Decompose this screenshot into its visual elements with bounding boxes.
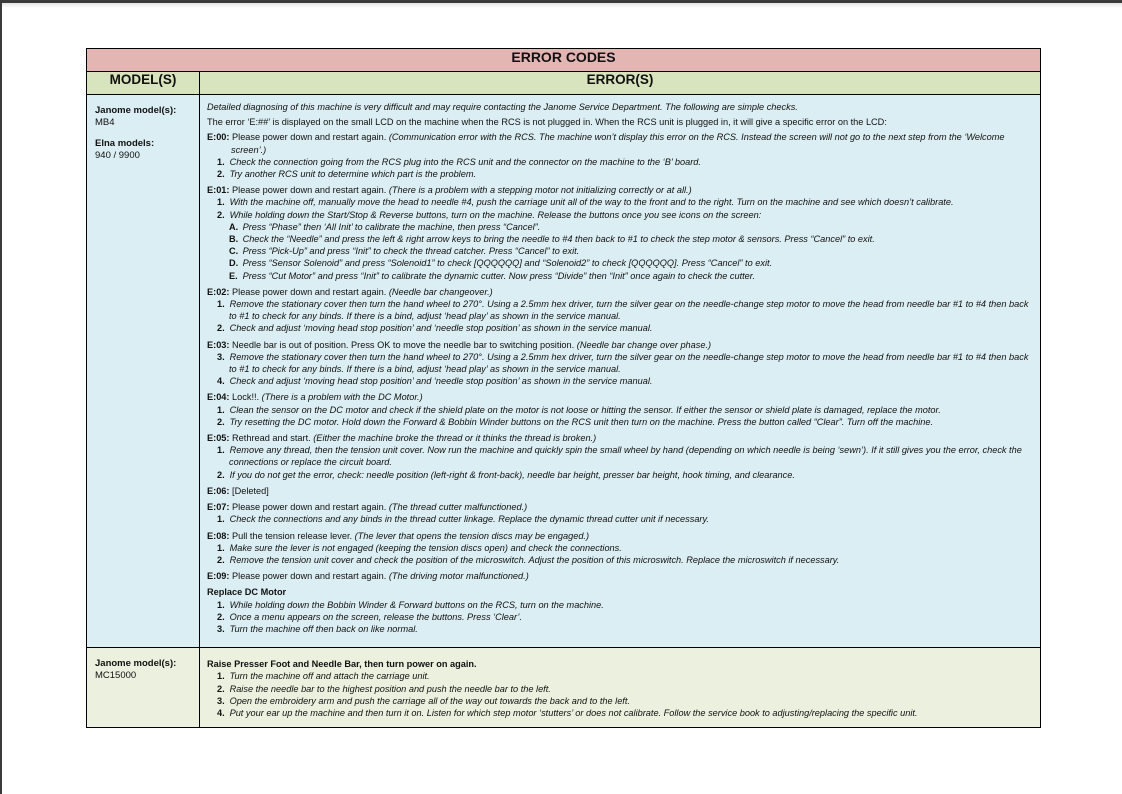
substep-item <box>207 221 1034 233</box>
step-number: D. <box>229 258 239 269</box>
viewer-left-border <box>0 0 2 794</box>
model-value: MC15000 <box>95 670 137 682</box>
step-number: 2. <box>217 416 225 427</box>
step-item <box>207 444 1034 468</box>
step-number: 4. <box>217 707 225 718</box>
error-line <box>207 485 1034 497</box>
substep-item <box>207 270 1034 282</box>
error-block-05 <box>207 432 1034 481</box>
error-line <box>207 530 1034 542</box>
model-value: 940 / 9900 <box>95 150 140 161</box>
step-text: Remove the tension unit cover and check the position of the microswitch. Adjust the position of this microswitch. Replace the microswitch if necessary. <box>229 554 840 565</box>
substep-item <box>207 233 1034 245</box>
error-line <box>207 501 1034 513</box>
step-item <box>207 156 1034 168</box>
step-number: 1. <box>217 156 225 167</box>
table-title: ERROR CODES <box>87 49 1041 72</box>
step-number: 3. <box>217 623 225 634</box>
step-number: B. <box>229 234 239 245</box>
step-item <box>207 670 1034 682</box>
error-code: E:09: <box>207 571 230 582</box>
step-item <box>207 611 1034 623</box>
step-text: Put your ear up the machine and then turn it on. Listen for which step motor ‘stutters’ or does not calibrate. Follow the service book to adjusting/replacing the specific unit. <box>229 707 918 718</box>
error-codes-table <box>86 48 1041 728</box>
models-cell <box>87 95 200 648</box>
error-line <box>207 184 1034 196</box>
step-text: Clean the sensor on the DC motor and check if the shield plate on the motor is not loose or hitting the sensor. If either the sensor or shield plate is damaged, replace the motor. <box>229 404 941 415</box>
step-text: Press “Cut Motor” and press “Init” to calibrate the dynamic cutter. Now press “Divide” then “Init” once again to check the cutter. <box>242 270 756 281</box>
step-text: If you do not get the error, check: needle position (left-right & front-back), needle bar height, presser bar height, hook timing, and clearance. <box>229 469 795 480</box>
step-text: While holding down the Start/Stop & Reverse buttons, turn on the machine. Release the buttons once you see icons on the screen: <box>229 209 762 220</box>
step-item <box>207 168 1034 180</box>
step-number: E. <box>229 270 238 281</box>
step-item <box>207 469 1034 481</box>
step-number: 3. <box>217 695 225 706</box>
step-number: 2. <box>217 683 225 694</box>
error-code: E:04: <box>207 392 230 403</box>
step-number: 1. <box>217 445 225 456</box>
step-item <box>207 707 1034 719</box>
step-item <box>207 322 1034 334</box>
step-item <box>207 554 1034 566</box>
error-note: (Needle bar changeover.) <box>388 286 493 297</box>
step-text: Make sure the lever is not engaged (keeping the tension discs open) and check the connections. <box>229 542 622 553</box>
step-number: 3. <box>217 351 225 362</box>
error-message: Please power down and restart again. <box>232 571 387 582</box>
viewer-top-shadow <box>0 3 1122 8</box>
table-title-row <box>87 49 1041 72</box>
step-text: Remove any thread, then the tension unit cover. Now run the machine and quickly spin the small wheel by hand (depending on which needle is being ‘sewn’). If it still gives you the error, check the connections or replace the circuit board. <box>229 445 1022 468</box>
error-message: Lock!!. <box>232 392 260 403</box>
column-header-models: MODEL(S) <box>87 72 200 95</box>
step-number: 2. <box>217 323 225 334</box>
error-message: Please power down and restart again. <box>232 502 387 513</box>
step-number: 1. <box>217 599 225 610</box>
error-note: (Either the machine broke the thread or it thinks the thread is broken.) <box>313 433 597 444</box>
step-number: 1. <box>217 197 225 208</box>
error-block-09 <box>207 570 1034 582</box>
step-text: Open the embroidery arm and push the carriage all of the way out towards the back and to the left. <box>229 695 630 706</box>
step-number: 4. <box>217 376 225 387</box>
error-message: [Deleted] <box>232 485 269 496</box>
step-item <box>207 542 1034 554</box>
error-line <box>207 339 1034 351</box>
step-text: Check and adjust ‘moving head stop position’ and ‘needle stop position’ as shown in the service manual. <box>229 323 653 334</box>
error-note: (Needle bar change over phase.) <box>576 339 712 350</box>
step-number: 1. <box>217 671 225 682</box>
errors-cell <box>200 648 1041 728</box>
step-text: While holding down the Bobbin Winder & Forward buttons on the RCS, turn on the machine. <box>229 599 604 610</box>
column-header-errors: ERROR(S) <box>200 72 1041 95</box>
error-list <box>207 131 1034 582</box>
error-code: E:08: <box>207 530 230 541</box>
step-number: 2. <box>217 554 225 565</box>
step-text: Check and adjust ‘moving head stop position’ and ‘needle stop position’ as shown in the service manual. <box>229 376 653 387</box>
error-note: (The lever that opens the tension discs may be engaged.) <box>354 530 590 541</box>
error-note: (The driving motor malfunctioned.) <box>388 571 529 582</box>
step-text: Press “Sensor Solenoid” and press “Solenoid1” to check [QQQQQQ] and “Solenoid2” to check [QQQQQQ]. Press “Cancel” to exit. <box>242 258 773 269</box>
model-value: MB4 <box>95 117 115 128</box>
error-note: (There is a problem with the DC Motor.) <box>261 392 423 403</box>
section-steps <box>207 599 1034 636</box>
error-block-01 <box>207 184 1034 282</box>
error-code: E:07: <box>207 502 230 513</box>
step-text: With the machine off, manually move the head to needle #4, push the carriage unit all of the way to the front and to the right. Turn on the machine and see which doesn’t calibrate. <box>229 197 954 208</box>
step-text: Try another RCS unit to determine which part is the problem. <box>229 169 477 180</box>
substep-item <box>207 257 1034 269</box>
error-message: Please power down and restart again. <box>232 185 387 196</box>
error-block-07 <box>207 501 1034 525</box>
substep-item <box>207 245 1034 257</box>
errors-cell <box>200 95 1041 648</box>
error-message: Needle bar is out of position. Press OK to move the needle bar to switching position. <box>232 339 575 350</box>
step-number: 1. <box>217 299 225 310</box>
error-note: (There is a problem with a stepping motor not initializing correctly or at all.) <box>388 185 692 196</box>
error-code: E:02: <box>207 286 230 297</box>
step-item <box>207 416 1034 428</box>
error-code: E:06: <box>207 485 230 496</box>
step-text: Remove the stationary cover then turn the hand wheel to 270°. Using a 2.5mm hex driver, turn the silver gear on the needle-change step motor to move the head from needle bar #1 to #4 then back to #1 to check for any binds. If there is a bind, adjust ‘head play’ as shown in the service manual. <box>229 299 1029 322</box>
step-text: Press “Pick-Up” and press “Init” to check the thread catcher. Press “Cancel” to exit. <box>242 246 580 257</box>
step-text: Press “Phase” then ‘All Init’ to calibrate the machine, then press “Cancel”. <box>242 221 541 232</box>
error-line <box>207 286 1034 298</box>
section-heading: Replace DC Motor <box>207 587 287 598</box>
step-text: Once a menu appears on the screen, release the buttons. Press ‘Clear’. <box>229 611 523 622</box>
table-row <box>87 648 1041 728</box>
step-number: 1. <box>217 514 225 525</box>
intro-text: The error ‘E:##’ is displayed on the small LCD on the machine when the RCS is not plugged in. When the RCS unit is plugged in, it will give a specific error on the LCD: <box>207 117 887 128</box>
step-text: Turn the machine off and attach the carriage unit. <box>229 671 430 682</box>
error-note: (The thread cutter malfunctioned.) <box>388 502 528 513</box>
step-number: C. <box>229 246 239 257</box>
error-line <box>207 570 1034 582</box>
section-steps <box>207 670 1034 719</box>
error-message: Please power down and restart again. <box>232 286 387 297</box>
error-block-04 <box>207 391 1034 428</box>
step-item <box>207 599 1034 611</box>
error-code: E:01: <box>207 185 230 196</box>
step-number: 2. <box>217 611 225 622</box>
step-number: A. <box>229 221 239 232</box>
error-line <box>207 391 1034 403</box>
error-block-08 <box>207 530 1034 567</box>
error-note: (Communication error with the RCS. The machine won’t display this error on the RCS. Instead the screen will not go to the next step from the ‘Welcome screen’.) <box>231 132 1005 155</box>
model-group-elna <box>95 138 199 162</box>
error-code: E:03: <box>207 339 230 350</box>
error-code: E:00: <box>207 132 230 143</box>
model-label: Janome model(s): <box>95 105 177 116</box>
table-row <box>87 95 1041 648</box>
model-label: Elna models: <box>95 138 155 149</box>
step-text: Try resetting the DC motor. Hold down the Forward & Bobbin Winder buttons on the RCS unit then turn on the machine. Press the button called “Clear”. Turn off the machine. <box>229 416 934 427</box>
step-number: 2. <box>217 169 225 180</box>
step-item <box>207 196 1034 208</box>
step-item <box>207 351 1034 375</box>
step-number: 1. <box>217 404 225 415</box>
model-group-janome <box>95 658 199 682</box>
error-line <box>207 432 1034 444</box>
step-text: Check the connection going from the RCS plug into the RCS unit and the connector on the machine to the ‘B’ board. <box>229 156 701 167</box>
step-number: 1. <box>217 542 225 553</box>
step-item <box>207 513 1034 525</box>
error-message: Please power down and restart again. <box>232 132 387 143</box>
error-block-00 <box>207 131 1034 180</box>
step-text: Turn the machine off then back on like normal. <box>229 623 418 634</box>
step-text: Check the “Needle” and press the left & right arrow keys to bring the needle to #4 then back to #1 to check the step motor & sensors. Press “Cancel” to exit. <box>242 234 875 245</box>
error-message: Pull the tension release lever. <box>232 530 353 541</box>
step-item <box>207 404 1034 416</box>
error-block-06 <box>207 485 1034 497</box>
section-heading: Raise Presser Foot and Needle Bar, then turn power on again. <box>207 659 477 670</box>
error-block-03 <box>207 339 1034 388</box>
step-item <box>207 623 1034 635</box>
models-cell <box>87 648 200 728</box>
intro-note: Detailed diagnosing of this machine is very difficult and may require contacting the Janome Service Department. The following are simple checks. <box>207 102 798 112</box>
step-text: Check the connections and any binds in the thread cutter linkage. Replace the dynamic thread cutter unit if necessary. <box>229 514 709 525</box>
step-text: Raise the needle bar to the highest position and push the needle bar to the left. <box>229 683 551 694</box>
model-group-janome <box>95 105 199 129</box>
step-number: 2. <box>217 209 225 220</box>
step-item <box>207 683 1034 695</box>
step-item <box>207 375 1034 387</box>
replace-dc-motor-section <box>207 586 1034 635</box>
error-code: E:05: <box>207 433 230 444</box>
step-text: Remove the stationary cover then turn the hand wheel to 270°. Using a 2.5mm hex driver, turn the silver gear on the needle-change step motor to move the head from needle bar #1 to #4 then back to #1 to check for any binds. If there is a bind, adjust ‘head play’ as shown in the service manual. <box>229 351 1029 375</box>
model-label: Janome model(s): <box>95 658 177 670</box>
error-block-02 <box>207 286 1034 335</box>
step-item <box>207 209 1034 221</box>
step-item <box>207 695 1034 707</box>
step-item <box>207 298 1034 322</box>
error-message: Rethread and start. <box>232 433 311 444</box>
table-header-row <box>87 72 1041 95</box>
error-line <box>207 131 1034 155</box>
step-number: 2. <box>217 469 225 480</box>
